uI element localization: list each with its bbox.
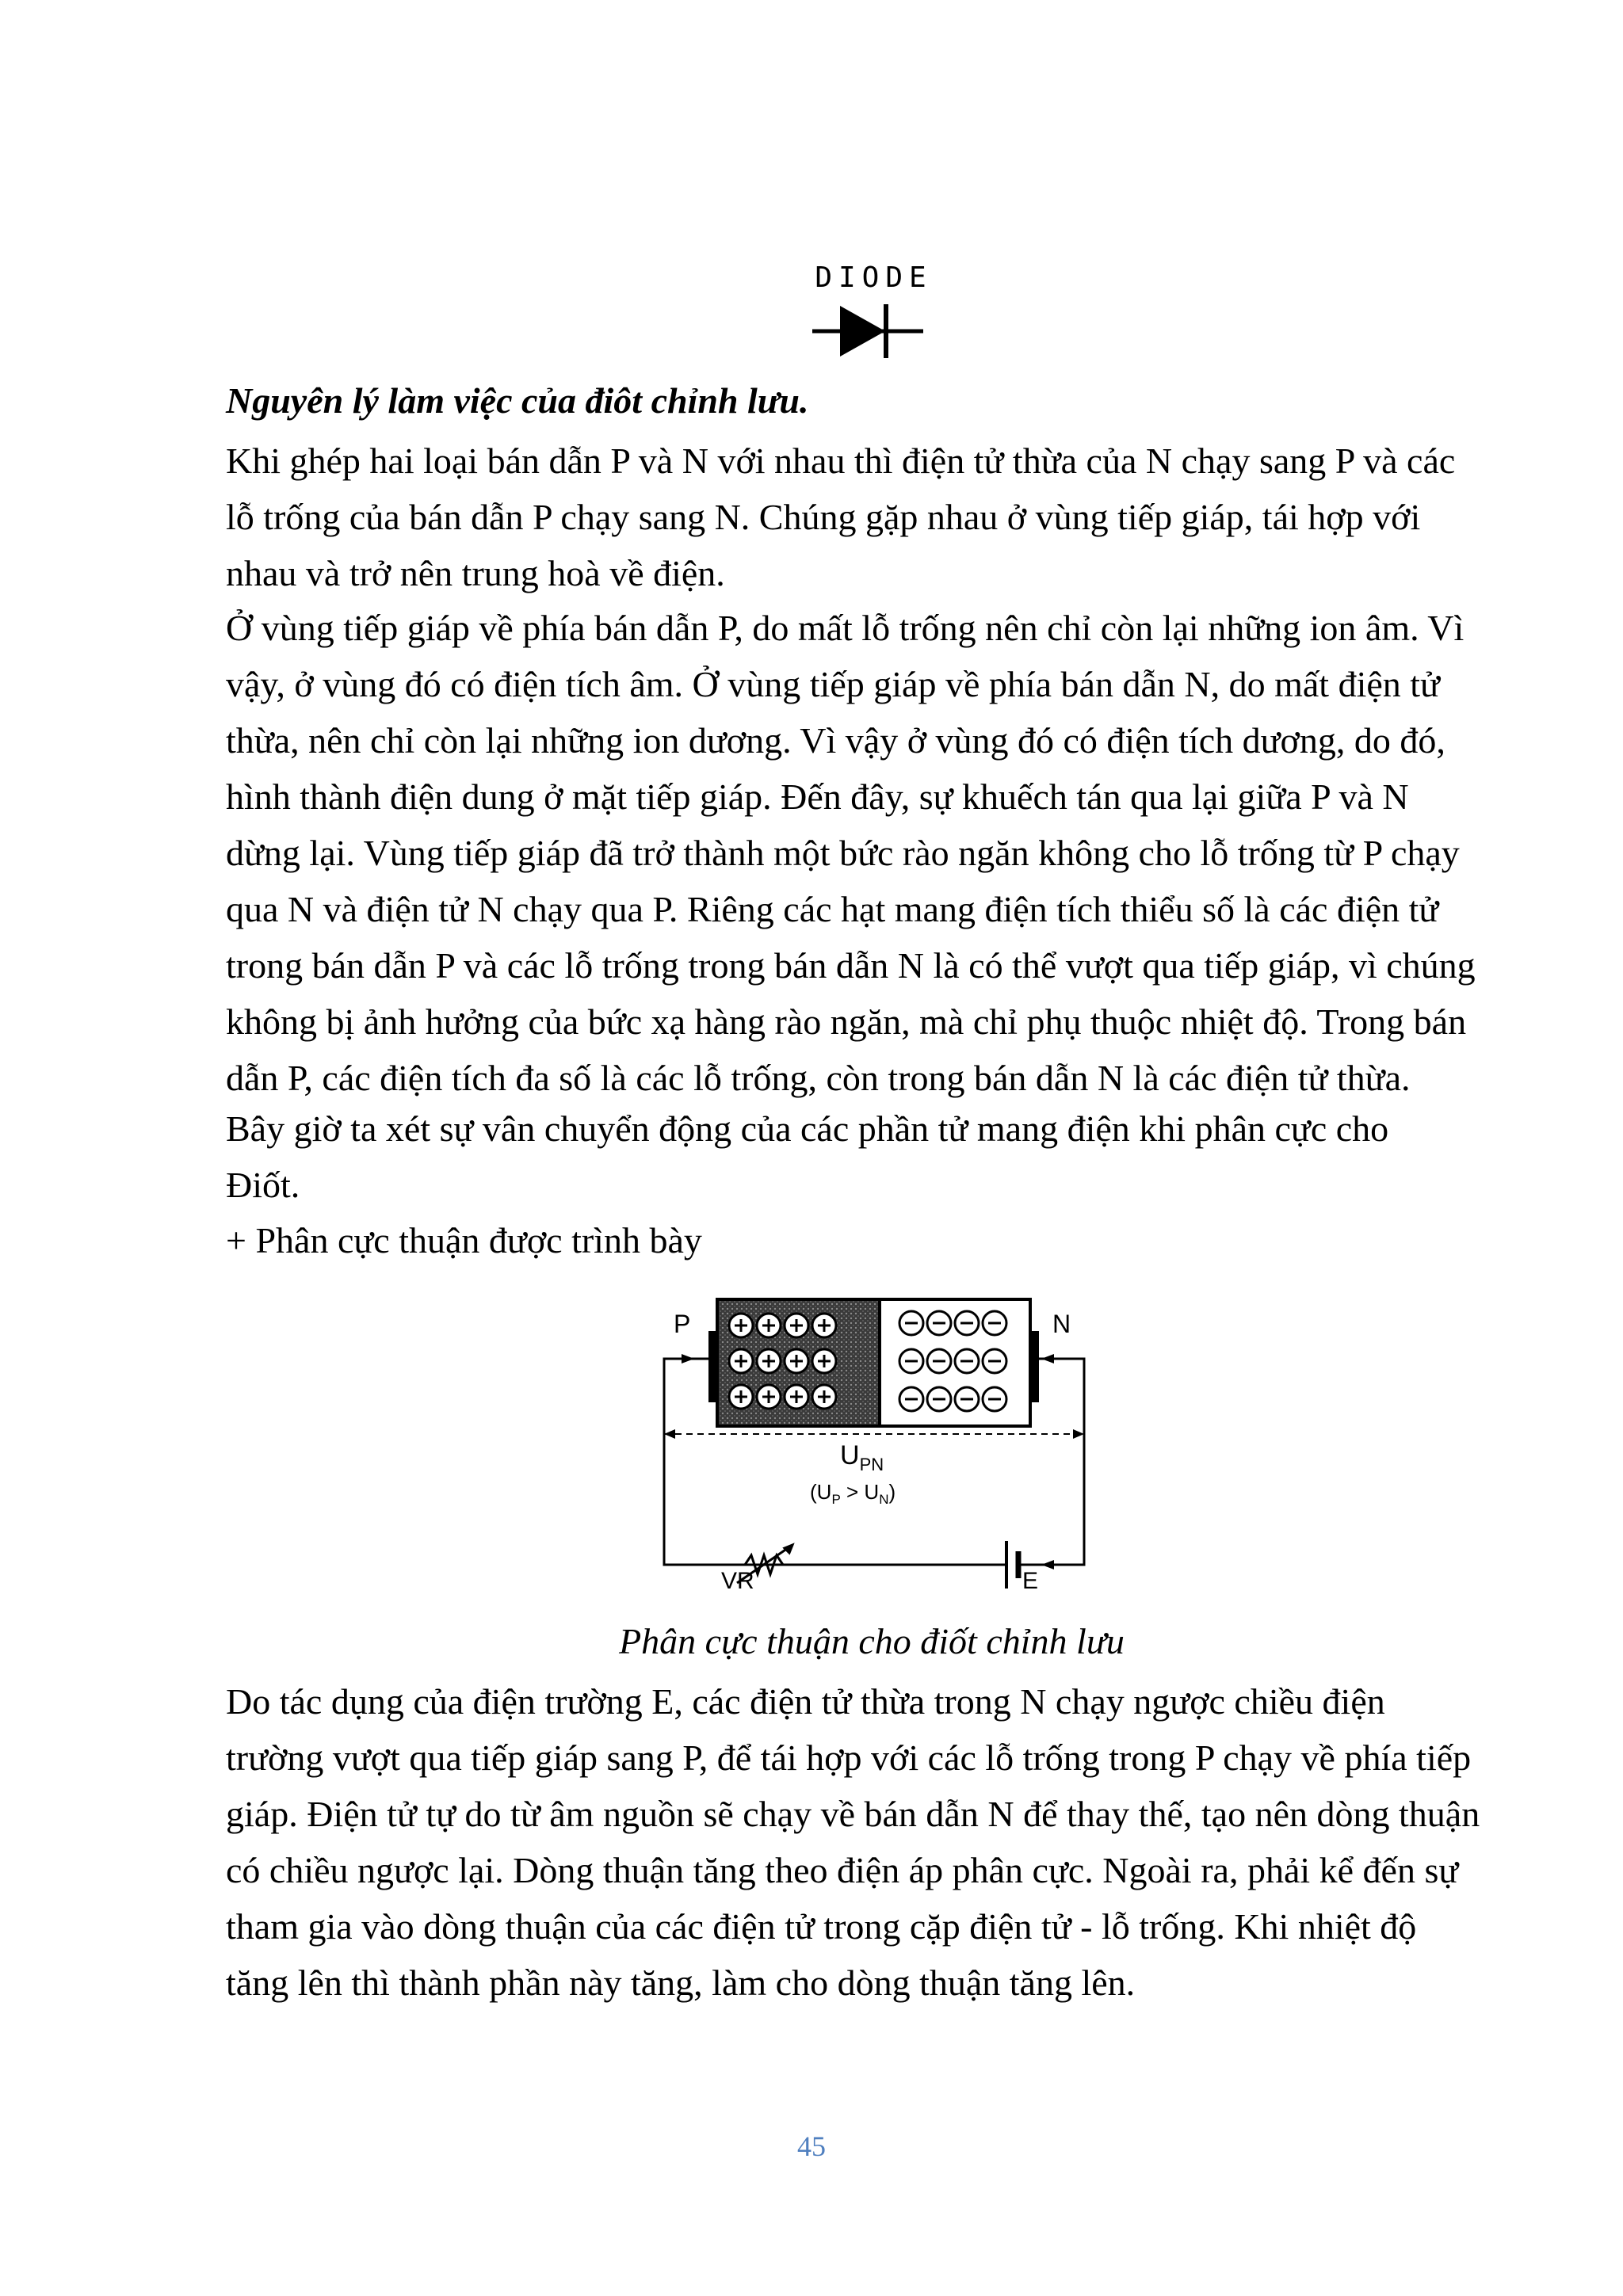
text-line: qua N và điện tử N chạy qua P. Riêng các hạt mang điện tích thiểu số là các điện tử [226,889,1439,929]
text-line: giáp. Điện tử tự do từ âm nguồn sẽ chạy về bán dẫn N để thay thế, tạo nên dòng thuận [226,1794,1480,1834]
text-line: có chiều ngược lại. Dòng thuận tăng theo điện áp phân cực. Ngoài ra, phải kể đến sự [226,1850,1459,1890]
forward-bias-diagram [626,1283,1125,1596]
text-line: tham gia vào dòng thuận của các điện tử trong cặp điện tử - lỗ trống. Khi nhiệt độ [226,1906,1417,1947]
label-p: P [674,1310,691,1338]
paragraph-2 [226,600,1518,1106]
label-upn: $U_{PN}$ [840,1440,884,1474]
text-line: hình thành điện dung ở mặt tiếp giáp. Đến đây, sự khuếch tán qua lại giữa P và N [226,776,1409,817]
text-line: thừa, nên chỉ còn lại những ion dương. Vì vậy ở vùng đó có điện tích dương, do đó, [226,720,1445,761]
text-line: dẫn P, các điện tích đa số là các lỗ trống, còn trong bán dẫn N là các điện tử thừa. [226,1058,1411,1098]
arrow-upn-right [1073,1429,1084,1439]
text-line: trường vượt qua tiếp giáp sang P, để tái hợp với các lỗ trống trong P chạy về phía tiếp [226,1737,1472,1778]
text-line: trong bán dẫn P và các lỗ trống trong bán dẫn N là có thể vượt qua tiếp giáp, vì chúng [226,945,1476,986]
text-line: Điốt. [226,1165,300,1205]
text-line: Bây giờ ta xét sự vân chuyển động của các phần tử mang điện khi phân cực cho [226,1108,1389,1149]
label-vr: VR [721,1568,754,1594]
paragraph-5 [226,1673,1518,2011]
label-e: E [1022,1568,1039,1594]
text-line: không bị ảnh hưởng của bức xạ hàng rào ngăn, mà chỉ phụ thuộc nhiệt độ. Trong bán [226,1001,1467,1042]
text-line: vậy, ở vùng đó có điện tích âm. Ở vùng tiếp giáp về phía bán dẫn N, do mất điện tử [226,664,1440,704]
text-line: Do tác dụng của điện trường E, các điện tử thừa trong N chạy ngược chiều điện [226,1681,1385,1722]
diode-label: DIODE [815,261,933,294]
n-electrode [1030,1331,1039,1402]
text-line: tăng lên thì thành phần này tăng, làm cho dòng thuận tăng lên. [226,1962,1136,2003]
text-line: dừng lại. Vùng tiếp giáp đã trở thành một bức rào ngăn không cho lỗ trống từ P chạy [226,833,1460,873]
text-line: Khi ghép hai loại bán dẫn P và N với nhau thì điện tử thừa của N chạy sang P và các [226,441,1456,481]
section-heading: Nguyên lý làm việc của điôt chỉnh lưu. [226,380,809,421]
paragraph-3 [226,1100,1518,1213]
diode-symbol [781,261,967,364]
figure-caption: Phân cực thuận cho điốt chỉnh lưu [619,1621,1125,1661]
arrow-upn-left [664,1429,675,1439]
page-number: 45 [797,2130,826,2162]
label-condition: $(U_P > U_N)$ [810,1480,896,1507]
text-line: lỗ trống của bán dẫn P chạy sang N. Chúng gặp nhau ở vùng tiếp giáp, tái hợp với [226,497,1421,537]
p-electrode [708,1331,717,1402]
paragraph-4: + Phân cực thuận được trình bày [226,1220,702,1261]
diode-icon [812,299,923,363]
arrow-n [1041,1354,1054,1363]
text-line: nhau và trở nên trung hoà về điện. [226,553,725,593]
label-n: N [1052,1310,1071,1338]
text-line: Ở vùng tiếp giáp về phía bán dẫn P, do mất lỗ trống nên chỉ còn lại những ion âm. Vì [226,608,1465,648]
paragraph-1 [226,433,1518,601]
arrow-p [682,1354,694,1363]
arrow-bottom [1041,1560,1054,1569]
